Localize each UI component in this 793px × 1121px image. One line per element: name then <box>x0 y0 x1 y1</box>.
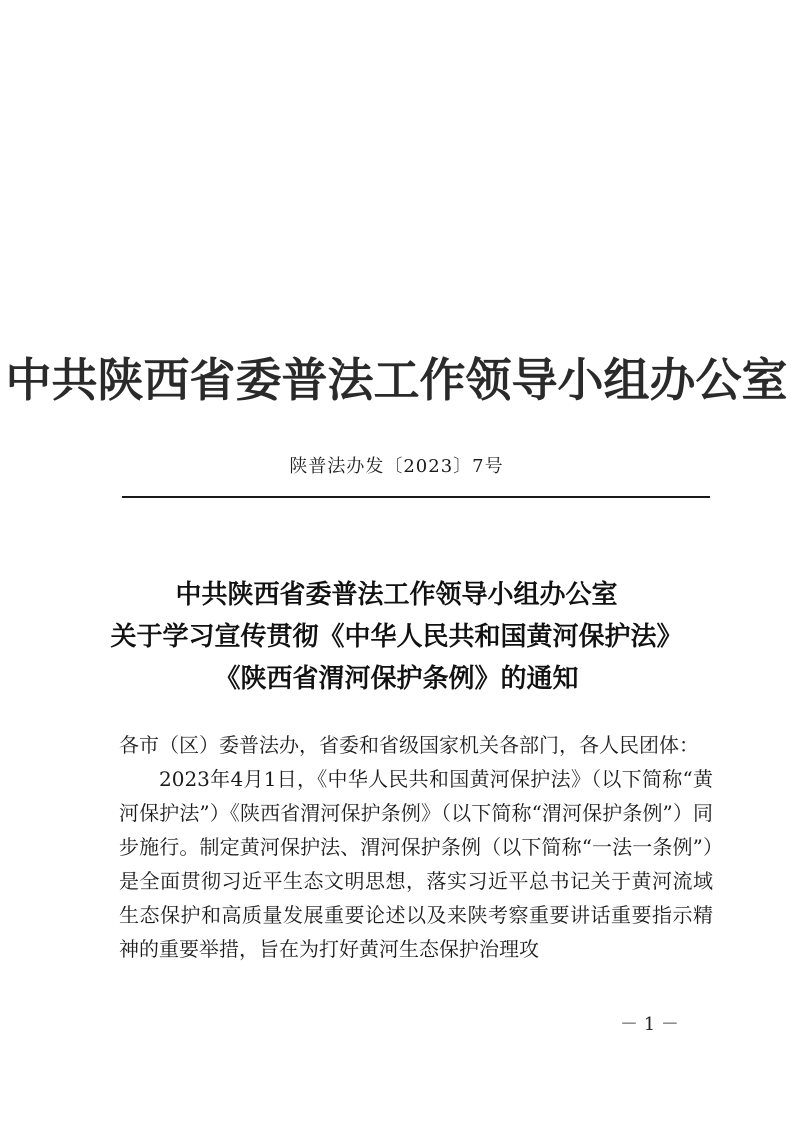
document-body <box>119 728 713 966</box>
document-number: 陕普法办发〔2023〕7号 <box>289 456 504 477</box>
issuer-header: 中共陕西省委普法工作领导小组办公室 <box>5 353 788 407</box>
title-line-3: 《陕西省渭河保护条例》的通知 <box>214 664 579 694</box>
title-line-2: 关于学习宣传贯彻《中华人民共和国黄河保护法》 <box>110 622 683 652</box>
header-divider <box>122 496 710 498</box>
paragraph-1: 2023年4月1日，《中华人民共和国黄河保护法》（以下简称“黄河保护法”）《陕西省渭河保护条例》（以下简称“渭河保护条例”）同步施行。制定黄河保护法、渭河保护条例（以下简称“一法一条例”）是全面贯彻习近平生态文明思想，落实习近平总书记关于黄河流域生态保护和高质量发展重要论述以及来陕考察重要讲话重要指示精神的重要举措，旨在为打好黄河生态保护治理攻 <box>119 767 713 961</box>
salutation: 各市（区）委普法办，省委和省级国家机关各部门，各人民团体： <box>119 733 699 757</box>
document-title <box>0 574 793 700</box>
title-line-1: 中共陕西省委普法工作领导小组办公室 <box>175 580 618 610</box>
page-number: － 1 － <box>620 1014 679 1035</box>
